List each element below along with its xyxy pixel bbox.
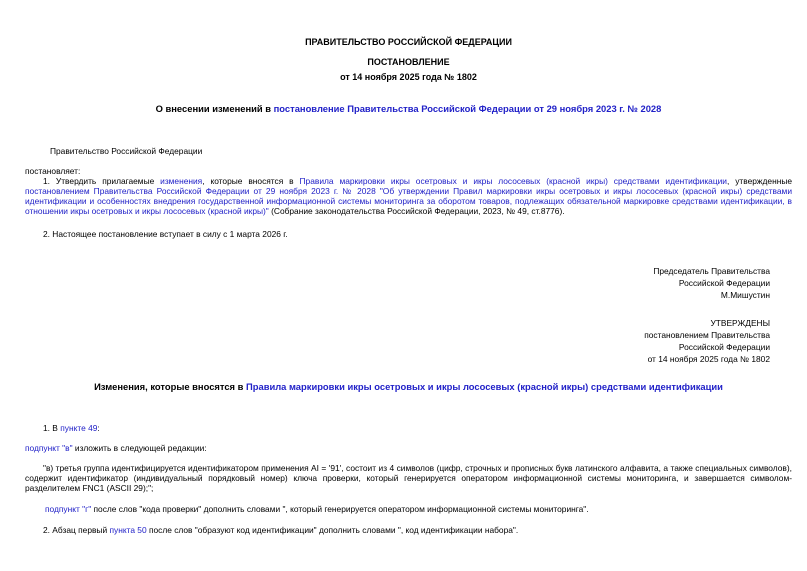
amendments-link[interactable]: изменения xyxy=(160,176,203,186)
para1-text-4: (Собрание законодательства Российской Федерации, 2023, № 49, ст.8776). xyxy=(268,206,565,216)
signature-position-line1: Председатель Правительства xyxy=(653,266,770,276)
doc-title-prefix: О внесении изменений в xyxy=(155,103,274,114)
approved-line4: от 14 ноября 2025 года № 1802 xyxy=(647,354,770,364)
approved-line3: Российской Федерации xyxy=(678,342,770,352)
sub1-text: изложить в следующей редакции: xyxy=(72,443,207,453)
point-50-link[interactable]: пункта 50 xyxy=(109,525,147,535)
preamble-paragraph: Правительство Российской Федерации xyxy=(50,146,203,156)
paragraph-2: 2. Настоящее постановление вступает в силу с 1 марта 2026 г. xyxy=(43,229,288,239)
header-date-number: от 14 ноября 2025 года № 1802 xyxy=(340,72,477,82)
header-doc-type: ПОСТАНОВЛЕНИЕ xyxy=(367,57,450,67)
para1-text-3: , утвержденные xyxy=(727,176,793,186)
item2-text-2: после слов "образуют код идентификации" дополнить словами ", код идентификации набора". xyxy=(146,525,519,535)
item2-text-1: 2. Абзац первый xyxy=(43,525,110,535)
item1-subparagraph-v xyxy=(25,443,792,453)
paragraph-1 xyxy=(25,176,792,216)
changes-item-1 xyxy=(25,423,792,433)
subpoint-v-link[interactable]: подпункт "в" xyxy=(25,443,73,453)
item1-quoted-wording: "в) третья группа идентифицируется идентификатором применения AI = '91', состоит из 4 символов (цифр, строчных и прописных букв латинского алфавита, а также специальных символов), содержит идентификатор (индивидуальный порядковый номер) ключа проверки, который генерируется оператором информационной системы мониторинга, и завершается символом-разделителем FNC1 (ASCII 29);"; xyxy=(25,463,792,493)
signature-block xyxy=(25,265,792,301)
doc-title xyxy=(25,103,792,115)
changes-item-2 xyxy=(25,525,792,535)
item1-subparagraph-g xyxy=(25,504,792,514)
subpoint-g-link[interactable]: подпункт "г" xyxy=(45,504,92,514)
resolves-label: постановляет: xyxy=(25,166,81,176)
changes-heading xyxy=(25,381,792,393)
changes-heading-prefix: Изменения, которые вносятся в xyxy=(94,381,247,392)
item1-text-2: : xyxy=(97,423,100,433)
signature-name: М.Мишустин xyxy=(720,290,770,300)
approved-block xyxy=(25,317,792,365)
approved-label: УТВЕРЖДЕНЫ xyxy=(710,318,770,328)
point-49-link[interactable]: пункте 49 xyxy=(60,423,98,433)
approved-line2: постановлением Правительства xyxy=(644,330,770,340)
changes-rules-link[interactable]: Правила маркировки икры осетровых и икры лососевых (красной икры) средствами идентификации xyxy=(246,381,723,392)
item1-text-1: 1. В xyxy=(43,423,61,433)
para1-text-2: , которые вносятся в xyxy=(202,176,300,186)
rules-link[interactable]: Правила маркировки икры осетровых и икры лососевых (красной икры) средствами идентификации xyxy=(299,176,727,186)
header-org: ПРАВИТЕЛЬСТВО РОССИЙСКОЙ ФЕДЕРАЦИИ xyxy=(305,37,512,47)
signature-position-line2: Российской Федерации xyxy=(678,278,770,288)
sub2-text: после слов "кода проверки" дополнить словами ", который генерируется оператором информационной системы мониторинга". xyxy=(91,504,589,514)
para1-text-1: 1. Утвердить прилагаемые xyxy=(43,176,161,186)
doc-title-resolution-link[interactable]: постановление Правительства Российской Федерации от 29 ноября 2023 г. № 2028 xyxy=(273,103,662,114)
base-resolution-link[interactable]: постановлением Правительства Российской Федерации от 29 ноября 2023 г. № 2028 "Об утверждении Правил маркировки икры осетровых и икры лососевых (красной икры) средствами идентификации и особенностях внедрения государственной информационной системы мониторинга за оборотом товаров, подлежащих обязательной маркировке средствами идентификации, в отношении икры осетровых и икры лососевых (красной икры)" xyxy=(25,186,792,216)
